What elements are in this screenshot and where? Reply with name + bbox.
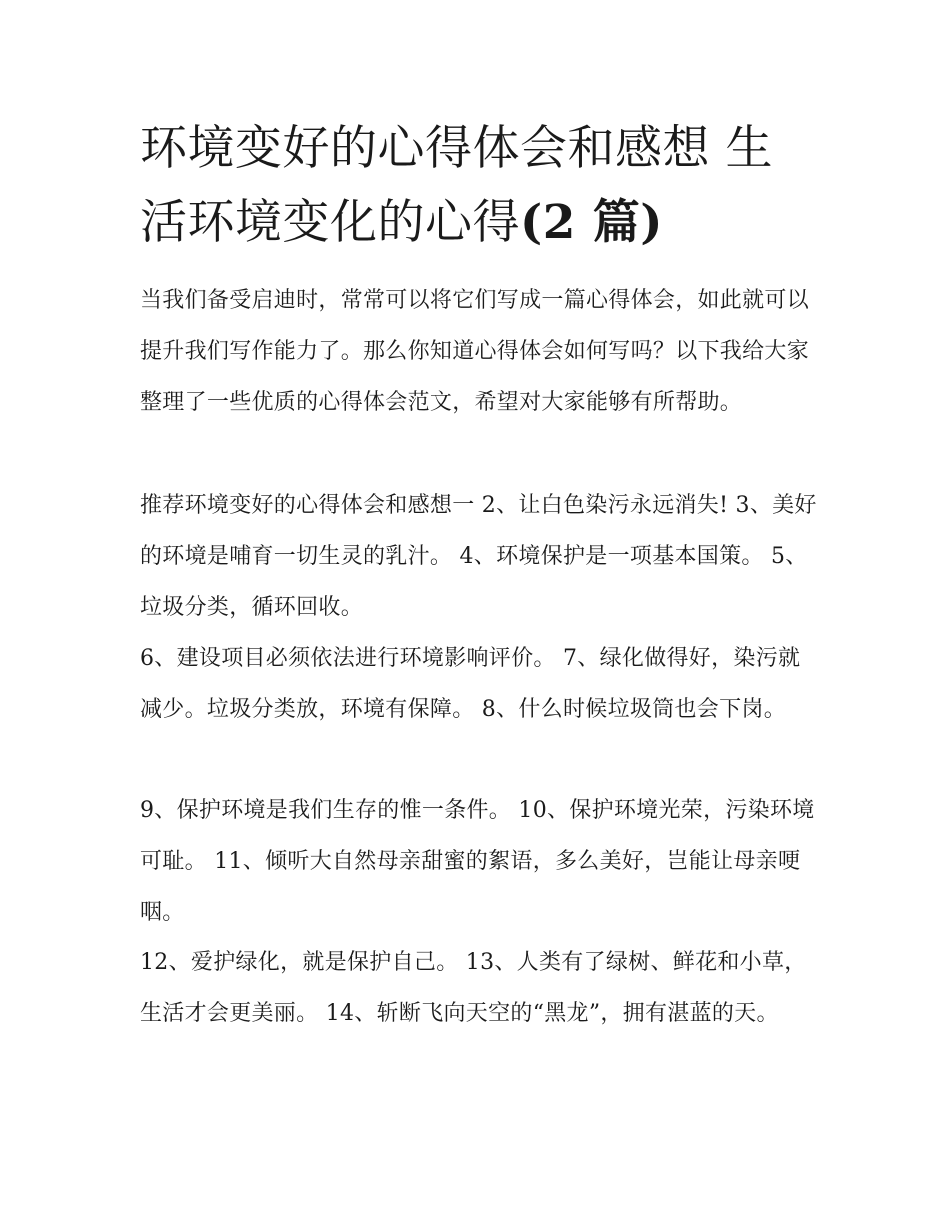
intro-paragraph: 当我们备受启迪时，常常可以将它们写成一篇心得体会，如此就可以提升我们写作能力了。那么你知道心得体会如何写吗？以下我给大家整理了一些优质的心得体会范文，希望对大家能够有所帮助。 xyxy=(140,288,810,415)
document-title xyxy=(140,112,820,260)
body-paragraph: 推荐环境变好的心得体会和感想一 2、让白色染污永远消失! 3、美好的环境是哺育一切生灵的乳汁。 4、环境保护是一项基本国策。 5、垃圾分类，循环回收。 xyxy=(140,493,817,620)
body-paragraph: 9、保护环境是我们生存的惟一条件。 10、保护环境光荣，污染环境可耻。 11、倾听大自然母亲甜蜜的絮语，多么美好，岂能让母亲哽咽。 xyxy=(140,798,815,925)
body-paragraph: 6、建设项目必须依法进行环境影响评价。 7、绿化做得好，染污就减少。垃圾分类放，环境有保障。 8、什么时候垃圾筒也会下岗。 xyxy=(140,646,801,722)
title-count: (2 篇) xyxy=(520,195,664,250)
body-paragraph: 12、爱护绿化，就是保护自己。 13、人类有了绿树、鲜花和小草，生活才会更美丽。 14、斩断飞向天空的“黑龙”，拥有湛蓝的天。 xyxy=(140,950,807,1026)
title-text: 环境变好的心得体会和感想 生活环境变化的心得 xyxy=(140,121,773,250)
